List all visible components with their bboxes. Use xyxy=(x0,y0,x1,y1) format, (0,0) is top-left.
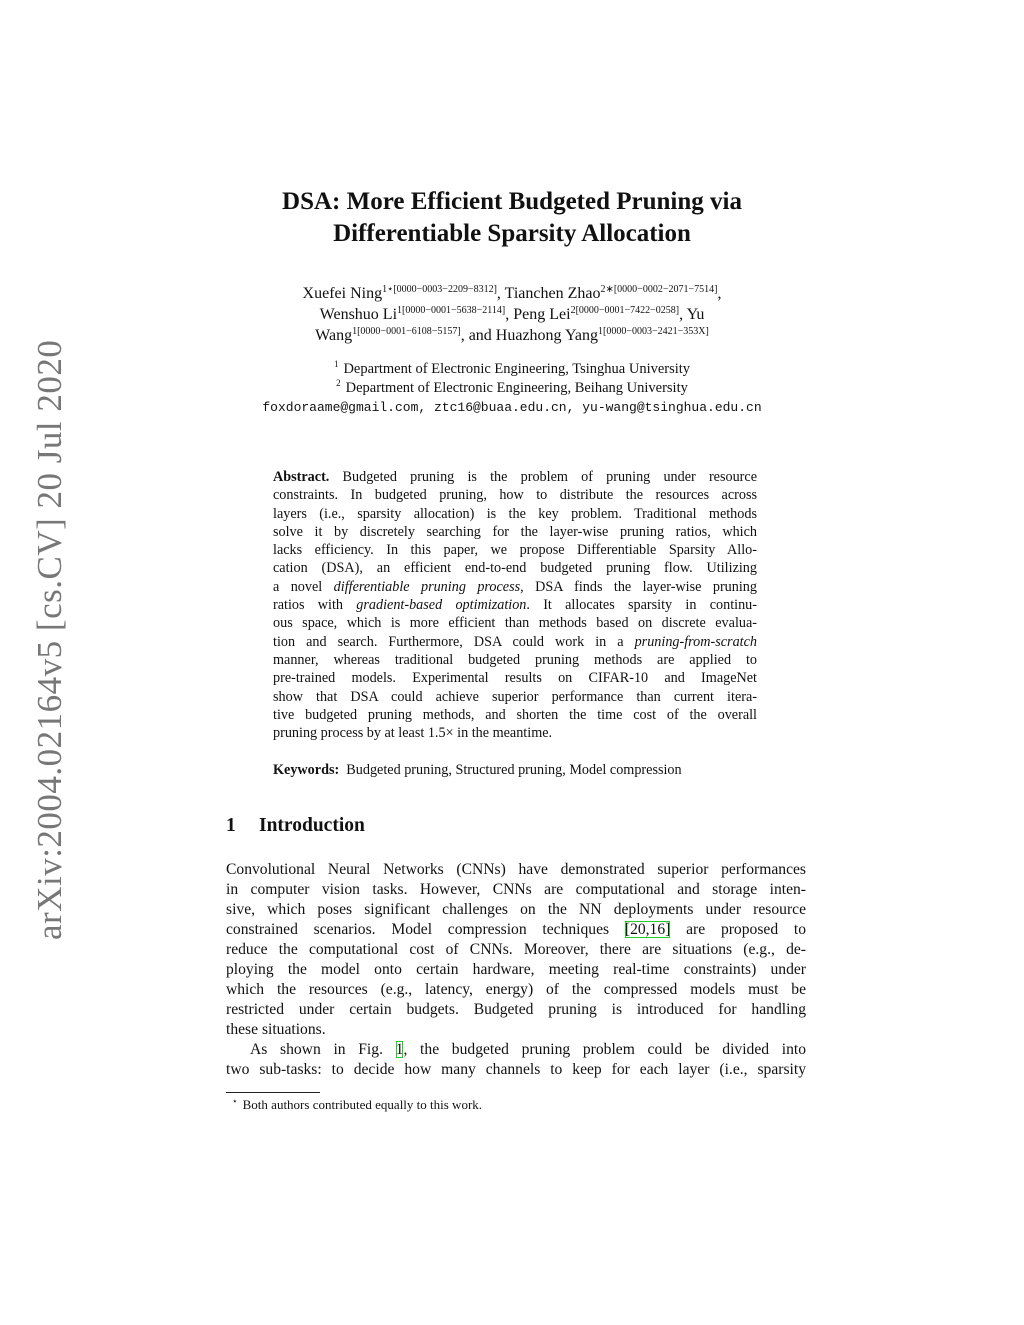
abstract-line xyxy=(273,578,757,596)
affiliation-text: Department of Electronic Engineering, Beihang University xyxy=(345,380,688,396)
abstract-line: lacks efficiency. In this paper, we propose Differentiable Sparsity Allo- xyxy=(273,542,757,559)
abstract-text: . It allocates sparsity in continu- xyxy=(526,597,757,614)
affiliation-mark: 2 xyxy=(336,378,341,388)
abstract-line: solve it by discretely searching for the layer-wise pruning ratios, which xyxy=(273,523,757,540)
body-line xyxy=(226,920,806,940)
abstract-label: Abstract. xyxy=(273,469,330,485)
section-number: 1 xyxy=(226,815,236,836)
arxiv-identifier: arXiv:2004.02164v5 [cs.CV] 20 Jul 2020 xyxy=(30,339,69,940)
abstract-text: ratios with xyxy=(273,597,344,614)
author-name: , Peng Lei xyxy=(505,306,571,323)
abstract-text: Budgeted pruning is the problem of pruning under resource xyxy=(342,469,758,485)
abstract-line: ous space, which is more efficient than methods based on discrete evalua- xyxy=(273,615,757,632)
abstract-line: pruning process by at least 1.5× in the meantime. xyxy=(273,725,553,742)
author-line-2 xyxy=(0,304,1024,325)
abstract-line: cation (DSA), an efficient end-to-end budgeted pruning flow. Utilizing xyxy=(273,560,757,577)
author-name: Wenshuo Li xyxy=(319,306,398,323)
abstract-line: manner, whereas traditional budgeted pruning methods are applied to xyxy=(273,651,757,668)
author-orcid: 1⋆[0000−0003−2209−8312] xyxy=(382,284,497,295)
body-text-span: As shown in Fig. xyxy=(250,1041,383,1058)
figure-link[interactable]: 1 xyxy=(395,1041,404,1058)
body-line: sive, which poses significant challenges on the NN deployments under resource xyxy=(226,901,806,918)
author-orcid: 1[0000−0001−6108−5157] xyxy=(352,326,461,337)
body-text-span: are proposed to xyxy=(686,921,807,938)
author-orcid: 2[0000−0001−7422−0258] xyxy=(570,305,680,316)
keywords xyxy=(273,762,757,779)
abstract-line: layers (i.e., sparsity allocation) is the key problem. Traditional methods xyxy=(273,505,757,522)
footnote-text: Both authors contributed equally to this work. xyxy=(242,1097,483,1112)
author-emails: foxdoraame@gmail.com, ztc16@buaa.edu.cn, yu-wang@tsinghua.edu.cn xyxy=(262,400,762,415)
footnote-rule xyxy=(226,1092,320,1093)
section-heading xyxy=(226,815,365,837)
abstract-line: pre-trained models. Experimental results on CIFAR-10 and ImageNet xyxy=(273,670,757,687)
body-line xyxy=(226,1040,806,1060)
author-name: , Yu xyxy=(679,306,705,323)
abstract-emphasis: differentiable pruning process xyxy=(333,578,521,595)
author-list xyxy=(0,283,1024,346)
affiliation-text: Department of Electronic Engineering, Tsinghua University xyxy=(343,361,691,377)
abstract-text: a novel xyxy=(273,578,323,595)
body-line: two sub-tasks: to decide how many channels to keep for each layer (i.e., sparsity xyxy=(226,1061,806,1078)
affiliation-mark: 1 xyxy=(333,359,339,369)
abstract-emphasis: gradient-based optimization xyxy=(356,597,527,614)
body-line: these situations. xyxy=(226,1021,326,1038)
abstract-text: , DSA finds the layer-wise pruning xyxy=(520,578,757,595)
abstract-line: constraints. In budgeted pruning, how to distribute the resources across xyxy=(273,487,757,504)
body-line: which the resources (e.g., latency, energy) of the compressed models must be xyxy=(226,981,806,998)
author-separator: , xyxy=(717,285,722,302)
abstract-emphasis: pruning-from-scratch xyxy=(634,633,758,650)
abstract-line: tive budgeted pruning methods, and shorten the time cost of the overall xyxy=(273,706,757,723)
abstract-line xyxy=(273,596,757,614)
author-orcid: 1[0000−0003−2421−353X] xyxy=(598,326,709,337)
author-name: , Tianchen Zhao xyxy=(496,285,601,302)
body-line: restricted under certain budgets. Budgeted pruning is introduced for handling xyxy=(226,1001,806,1018)
keywords-text: Budgeted pruning, Structured pruning, Model compression xyxy=(346,762,682,778)
abstract-text: tion and search. Furthermore, DSA could work in a xyxy=(273,633,624,650)
citation-link[interactable]: [20,16] xyxy=(624,921,671,938)
author-name: Wang xyxy=(315,327,353,344)
keywords-label: Keywords: xyxy=(273,762,340,778)
footnote-mark: ⋆ xyxy=(232,1096,238,1106)
body-line: ploying the model onto certain hardware, meeting real-time constraints) under xyxy=(226,961,806,978)
body-text-span: constrained scenarios. Model compression techniques xyxy=(226,921,610,938)
affiliation-2 xyxy=(0,379,1024,398)
author-orcid: 1[0000−0001−5638−2114] xyxy=(397,305,506,316)
body-line: in computer vision tasks. However, CNNs are computational and storage inten- xyxy=(226,881,806,898)
body-text-span: , the budgeted pruning problem could be divided into xyxy=(403,1041,807,1058)
abstract-line: show that DSA could achieve superior performance than current itera- xyxy=(273,688,757,705)
body-line: reduce the computational cost of CNNs. Moreover, there are situations (e.g., de- xyxy=(226,941,806,958)
abstract xyxy=(273,468,757,742)
body-text xyxy=(226,860,806,1080)
affiliations xyxy=(0,360,1024,417)
author-orcid: 2∗[0000−0002−2071−7514] xyxy=(600,284,718,295)
abstract-line xyxy=(273,468,757,486)
body-line: Convolutional Neural Networks (CNNs) have demonstrated superior performances xyxy=(226,861,806,878)
section-title: Introduction xyxy=(259,815,365,836)
title-line-1: DSA: More Efficient Budgeted Pruning via xyxy=(282,188,742,215)
author-line-1 xyxy=(0,283,1024,304)
abstract-line xyxy=(273,633,757,651)
title-line-2: Differentiable Sparsity Allocation xyxy=(333,220,691,247)
affiliation-1 xyxy=(0,360,1024,379)
footnote xyxy=(226,1097,482,1113)
author-name: , and Huazhong Yang xyxy=(460,327,599,344)
author-line-3 xyxy=(0,325,1024,346)
author-name: Xuefei Ning xyxy=(302,285,383,302)
paper-title xyxy=(0,186,1024,250)
